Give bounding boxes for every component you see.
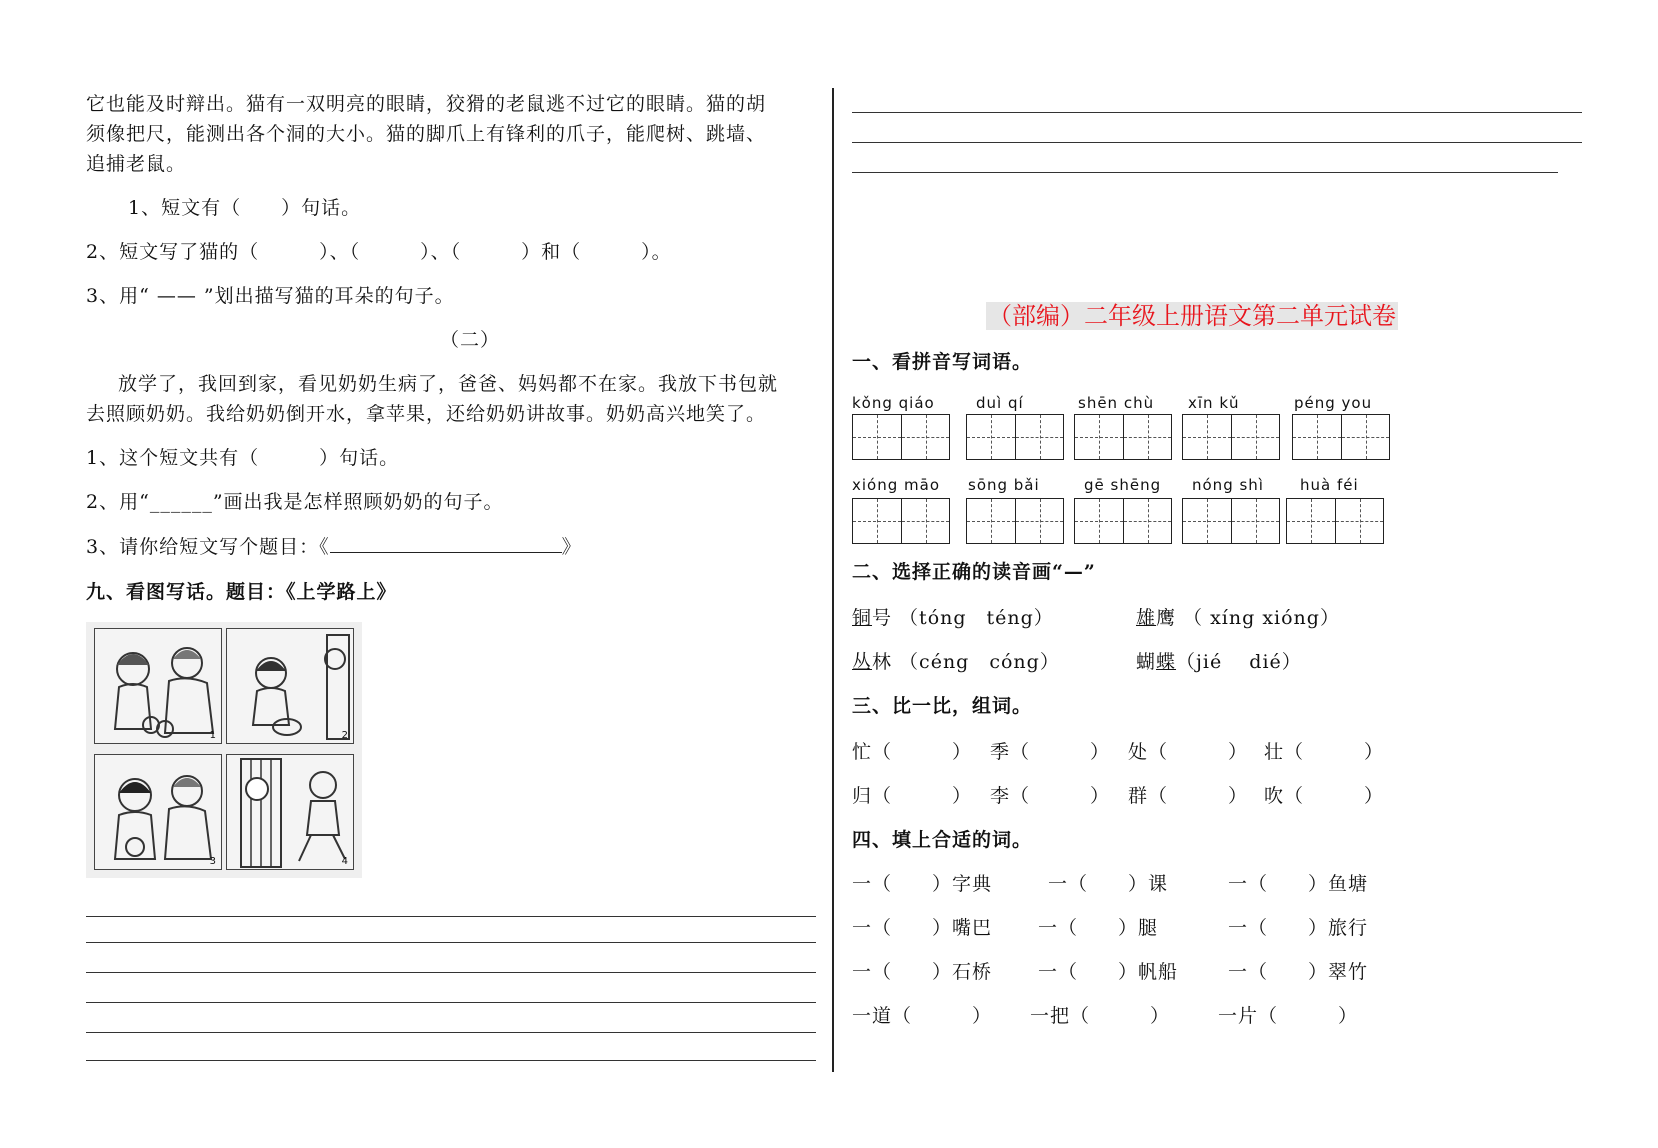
- fill-word: 一（ ）课: [1048, 873, 1169, 895]
- writing-grid[interactable]: [1074, 414, 1172, 460]
- p2q3-prefix: 3、请你给短文写个题目：《: [86, 536, 330, 558]
- writing-grid[interactable]: [852, 498, 950, 544]
- passage1-line3: 追捕老鼠。: [86, 153, 187, 175]
- fill-word: 一（ ）字典: [852, 873, 993, 895]
- question-2: 2、短文写了猫的（ ）、（ ）、（ ）和（ ）。: [86, 241, 672, 263]
- writing-grid[interactable]: [1292, 414, 1390, 460]
- compare-word: 吹（ ）: [1264, 785, 1385, 807]
- compare-word: 忙（ ）: [852, 741, 973, 763]
- p2q2-suffix: ”画出我是怎样照顾奶奶的句子。: [212, 491, 504, 513]
- fill-word: 一道（ ）: [852, 1005, 993, 1027]
- writing-line[interactable]: [852, 142, 1582, 143]
- writing-grid[interactable]: [1182, 498, 1280, 544]
- compare-word: 李（ ）: [990, 785, 1111, 807]
- writing-line[interactable]: [852, 172, 1558, 173]
- fill-word: 一（ ）帆船: [1038, 961, 1179, 983]
- fill-word: 一（ ）翠竹: [1228, 961, 1369, 983]
- pinyin-3: shēn chù: [1078, 394, 1155, 412]
- fill-word: 一片（ ）: [1218, 1005, 1359, 1027]
- writing-line[interactable]: [86, 916, 816, 917]
- passage2-line2: 去照顾奶奶。我给奶奶倒开水，拿苹果，还给奶奶讲故事。奶奶高兴地笑了。: [86, 403, 767, 425]
- comic-panel-1: [94, 628, 222, 744]
- pronunciation-item-1: 铜号 （tóng téng）: [852, 607, 1054, 629]
- pronunciation-item-2: 雄鹰 （ xíng xióng）: [1136, 607, 1340, 629]
- fill-word: 一把（ ）: [1030, 1005, 1171, 1027]
- pinyin-7: sōng bǎi: [968, 476, 1040, 494]
- writing-line[interactable]: [86, 1060, 816, 1061]
- passage1-line2: 须像把尺，能测出各个洞的大小。猫的脚爪上有锋利的爪子，能爬树、跳墙、: [86, 123, 767, 145]
- fill-word: 一（ ）腿: [1038, 917, 1159, 939]
- fill-word: 一（ ）旅行: [1228, 917, 1369, 939]
- exam-title: （部编）二年级上册语文第二单元试卷: [988, 302, 1396, 330]
- comic-panel-2: [226, 628, 354, 744]
- panel-number-1: 1: [209, 730, 217, 741]
- fill-word: 一（ ）嘴巴: [852, 917, 993, 939]
- fill-word: 一（ ）石桥: [852, 961, 993, 983]
- passage2-question-3: [86, 534, 582, 559]
- writing-line[interactable]: [86, 972, 816, 973]
- writing-grid[interactable]: [966, 414, 1064, 460]
- compare-word: 归（ ）: [852, 785, 973, 807]
- section-9-heading: 九、看图写话。题目：《上学路上》: [86, 581, 397, 603]
- comic-picture: [86, 622, 362, 878]
- passage2-question-1: 1、这个短文共有（ ）句话。: [86, 447, 400, 469]
- writing-line[interactable]: [86, 942, 816, 943]
- writing-grid[interactable]: [852, 414, 950, 460]
- passage1-line1: 它也能及时辩出。猫有一双明亮的眼睛，狡猾的老鼠逃不过它的眼睛。猫的胡: [86, 93, 767, 115]
- section-2-title: （二）: [440, 329, 501, 351]
- section-4-heading: 四、填上合适的词。: [852, 829, 1033, 851]
- fill-word: 一（ ）鱼塘: [1228, 873, 1369, 895]
- compare-word: 季（ ）: [990, 741, 1111, 763]
- question-1: 1、短文有（ ）句话。: [128, 197, 362, 219]
- passage2-line1: 放学了，我回到家，看见奶奶生病了，爸爸、妈妈都不在家。我放下书包就: [118, 373, 779, 395]
- section-3-heading: 三、比一比，组词。: [852, 695, 1033, 717]
- question-3: 3、用“ —— ”划出描写猫的耳朵的句子。: [86, 285, 455, 307]
- writing-line[interactable]: [852, 112, 1582, 113]
- writing-grid[interactable]: [1286, 498, 1384, 544]
- panel-number-4: 4: [341, 856, 349, 867]
- p2q2-mark: ______: [149, 491, 213, 513]
- pinyin-9: nóng shì: [1192, 476, 1264, 494]
- pronunciation-item-3: 丛林 （céng cóng）: [852, 651, 1060, 673]
- title-blank[interactable]: [330, 534, 562, 553]
- section-2-heading: 二、选择正确的读音画“—”: [852, 561, 1096, 583]
- writing-line[interactable]: [86, 1002, 816, 1003]
- pinyin-6: xióng māo: [852, 476, 940, 494]
- column-divider: [832, 88, 834, 1072]
- comic-panel-4: [226, 754, 354, 870]
- passage2-question-2: [86, 490, 504, 514]
- p2q3-suffix: 》: [561, 536, 582, 558]
- pinyin-10: huà féi: [1300, 476, 1359, 494]
- writing-line[interactable]: [86, 1032, 816, 1033]
- pinyin-1: kǒng qiáo: [852, 394, 935, 412]
- pronunciation-item-4: 蝴蝶（jié dié）: [1136, 651, 1302, 673]
- writing-grid[interactable]: [966, 498, 1064, 544]
- pinyin-4: xīn kǔ: [1188, 394, 1240, 412]
- comic-panel-3: [94, 754, 222, 870]
- pinyin-5: péng you: [1294, 394, 1373, 412]
- writing-grid[interactable]: [1182, 414, 1280, 460]
- p2q2-prefix: 2、用“: [86, 491, 150, 513]
- compare-word: 壮（ ）: [1264, 741, 1385, 763]
- panel-number-2: 2: [341, 730, 349, 741]
- pinyin-8: gē shēng: [1084, 476, 1162, 494]
- panel-number-3: 3: [209, 856, 217, 867]
- pinyin-2: duì qí: [976, 394, 1024, 412]
- compare-word: 群（ ）: [1128, 785, 1249, 807]
- compare-word: 处（ ）: [1128, 741, 1249, 763]
- section-1-heading: 一、看拼音写词语。: [852, 351, 1033, 373]
- writing-grid[interactable]: [1074, 498, 1172, 544]
